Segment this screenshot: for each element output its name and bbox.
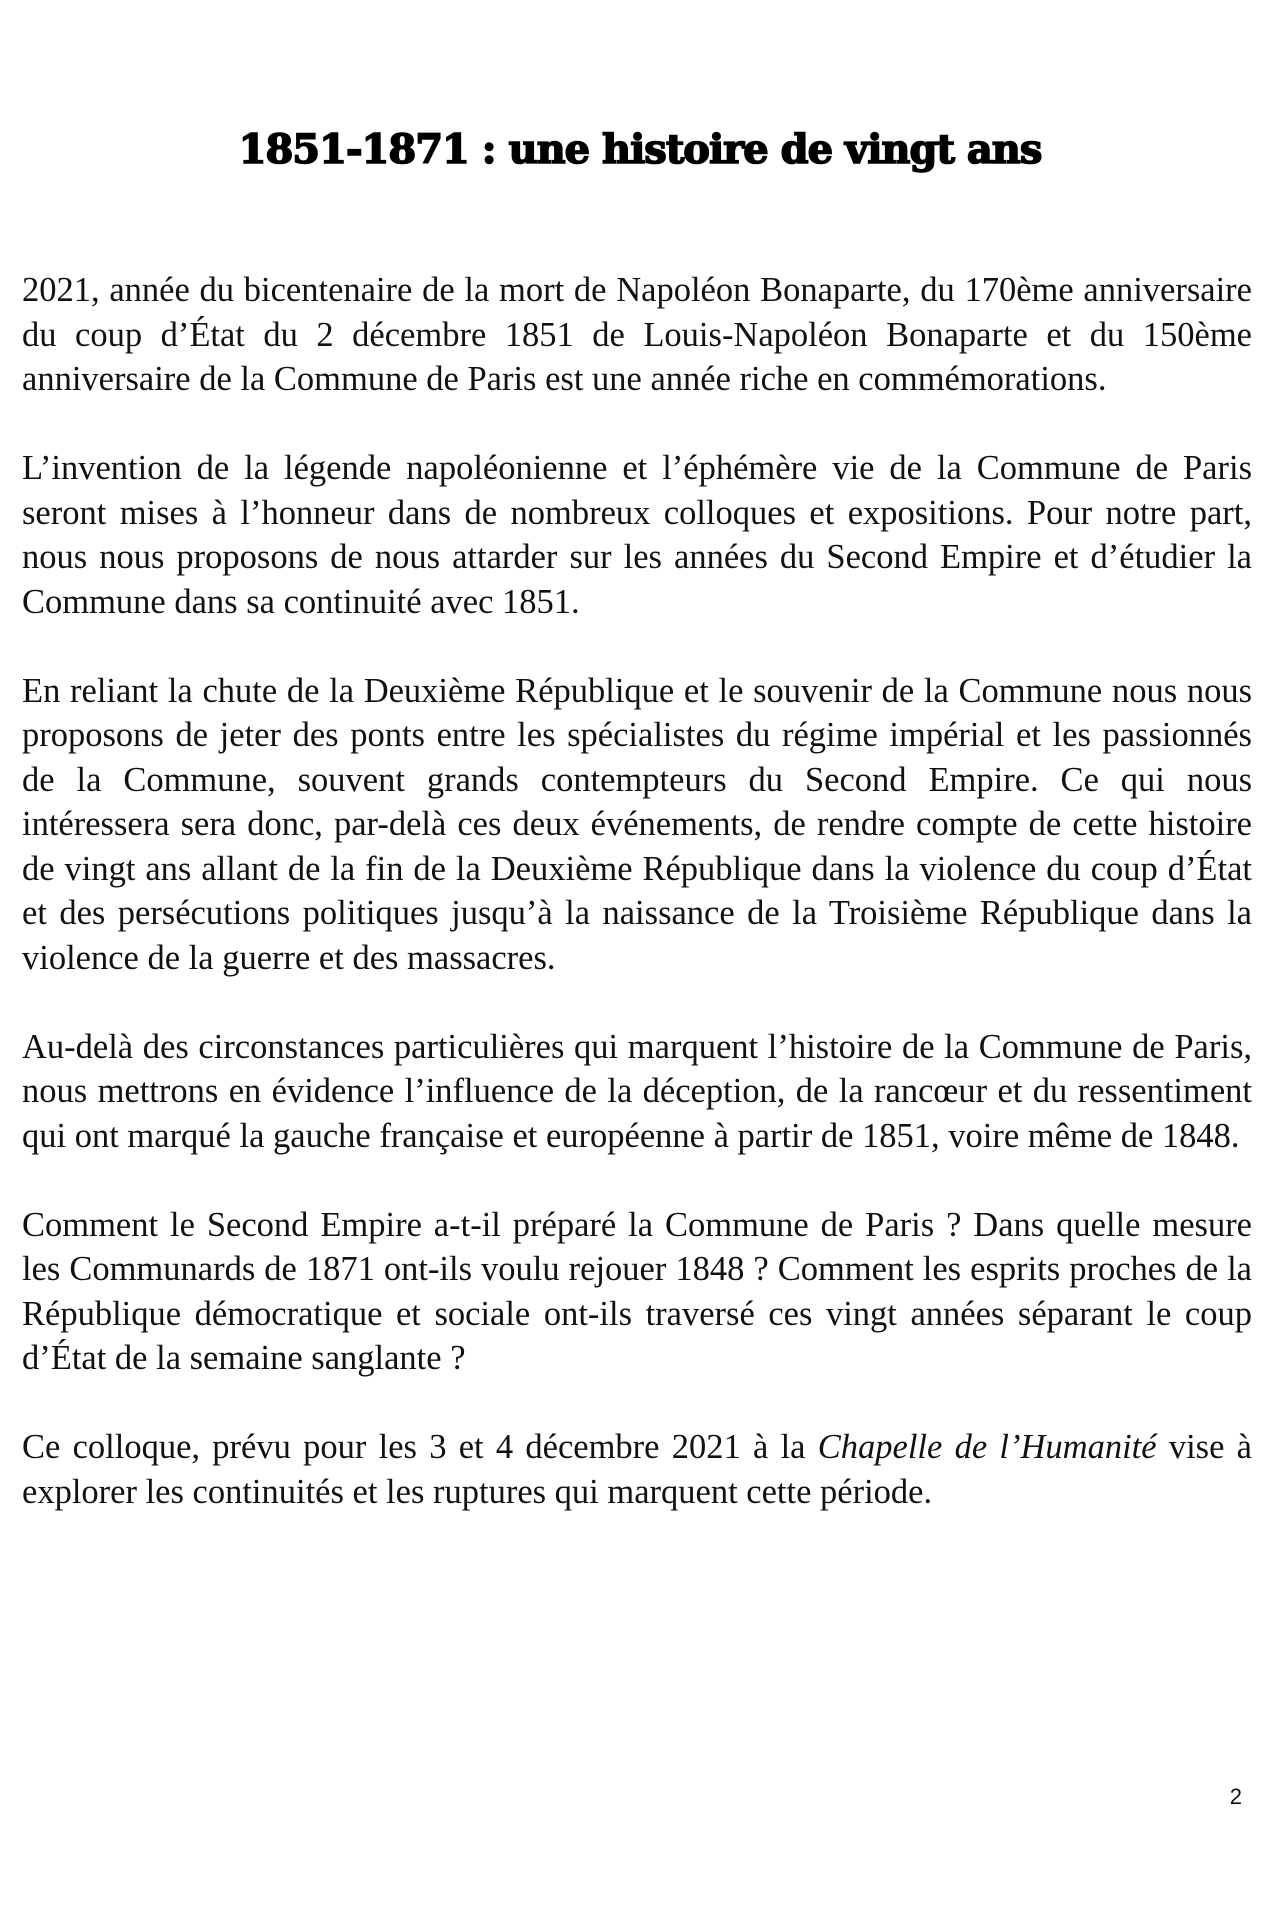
page-number: 2 bbox=[1229, 1784, 1242, 1809]
paragraph-colloquium bbox=[22, 1425, 1252, 1514]
paragraph-legend-and-commune: L’invention de la légende napoléonienne et l’éphémère vie de la Commune de Paris seront mises à l’honneur dans de nombreux colloques et expositions. Pour notre part, nous nous proposons de nous attarder sur les années du Second Empire et d’étudier la Commune dans sa continuité avec 1851. bbox=[22, 449, 1252, 621]
paragraph-commemorations: 2021, année du bicentenaire de la mort de Napoléon Bonaparte, du 170ème anniversaire du coup d’État du 2 décembre 1851 de Louis-Napoléon Bonaparte et du 150ème anniversaire de la Commune de Paris est une année riche en commémorations. bbox=[22, 271, 1252, 398]
venue-name: Chapelle de l’Humanité bbox=[817, 1428, 1157, 1466]
colloquium-text-end: vise à explorer les continuités et les ruptures qui marquent cette période. bbox=[22, 1428, 1252, 1511]
paragraph-questions: Comment le Second Empire a-t-il préparé la Commune de Paris ? Dans quelle mesure les Communards de 1871 ont-ils voulu rejouer 1848 ? Comment les esprits proches de la République démocratique et sociale ont-ils traversé ces vingt années séparant le coup d’État de la semaine sanglante ? bbox=[22, 1205, 1252, 1377]
document-title: 1851-1871 : une histoire de vingt ans bbox=[238, 126, 1042, 173]
colloquium-text-start: Ce colloque, prévu pour les 3 et 4 décembre 2021 à la bbox=[22, 1428, 818, 1466]
paragraph-resentment-left: Au-delà des circonstances particulières qui marquent l’histoire de la Commune de Paris, nous mettrons en évidence l’influence de la déception, de la rancœur et du ressentiment qui ont marqué la gauche française et européenne à partir de 1851, voire même de 1848. bbox=[22, 1027, 1252, 1155]
paragraph-bridging-specialists: En reliant la chute de la Deuxième République et le souvenir de la Commune nous nous proposons de jeter des ponts entre les spécialistes du régime impérial et les passionnés de la Commune, souvent grands contempteurs du Second Empire. Ce qui nous intéressera sera donc, par-delà ces deux événements, de rendre compte de cette histoire de vingt ans allant de la fin de la Deuxième République dans la violence du coup d’État et des persécutions politiques jusqu’à la naissance de la Troisième République dans la violence de la guerre et des massacres. bbox=[22, 671, 1252, 977]
document-body bbox=[22, 268, 1252, 1514]
